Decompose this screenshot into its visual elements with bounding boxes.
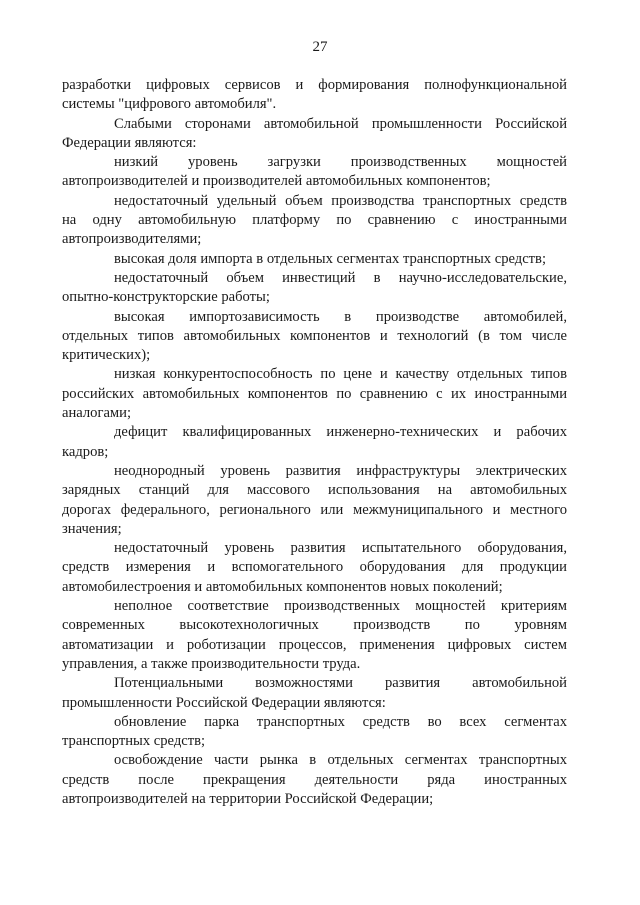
text-line: неполное соответствие производственных мощностей критериям — [114, 598, 567, 615]
text-line: высокая доля импорта в отдельных сегментах транспортных средств; — [114, 250, 546, 267]
page-number: 27 — [312, 39, 328, 55]
text-line: современных высокотехнологичных производств по уровням — [62, 617, 567, 634]
text-line: автопроизводителей на территории Российской Федерации; — [62, 790, 434, 807]
text-line: Слабыми сторонами автомобильной промышленности Российской — [114, 115, 567, 132]
text-line: низкая конкурентоспособность по цене и качеству отдельных типов — [114, 366, 567, 383]
text-line: управления, а также производительности труда. — [62, 655, 361, 672]
text-line: промышленности Российской Федерации являются: — [62, 694, 386, 711]
text-line: отдельных типов автомобильных компонентов и технологий (в том числе — [62, 327, 567, 344]
text-line: средств после прекращения деятельности ряда иностранных — [62, 771, 567, 788]
text-line: опытно-конструкторские работы; — [62, 289, 270, 306]
text-line: недостаточный уровень развития испытательного оборудования, — [114, 540, 567, 557]
text-line: низкий уровень загрузки производственных мощностей — [114, 154, 567, 171]
text-line: высокая импортозависимость в производстве автомобилей, — [114, 308, 567, 325]
text-line: транспортных средств; — [62, 733, 206, 750]
text-line: освобождение части рынка в отдельных сегментах транспортных — [114, 752, 567, 769]
text-line: значения; — [62, 520, 122, 537]
text-line: недостаточный удельный объем производства транспортных средств — [114, 192, 567, 209]
text-line: неоднородный уровень развития инфраструктуры электрических — [114, 462, 567, 479]
text-line: автопроизводителей и производителей автомобильных компонентов; — [62, 173, 491, 190]
document-body — [62, 76, 567, 809]
text-line: автомобилестроения и автомобильных компонентов новых поколений; — [62, 578, 503, 595]
text-line: аналогами; — [62, 405, 132, 422]
text-line: кадров; — [62, 443, 109, 460]
text-line: автопроизводителями; — [62, 231, 202, 248]
text-line: дорогах федерального, регионального или межмуниципального и местного — [62, 501, 567, 518]
text-line: обновление парка транспортных средств во всех сегментах — [114, 713, 567, 730]
text-line: разработки цифровых сервисов и формирования полнофункциональной — [62, 77, 567, 93]
text-line: Федерации являются: — [62, 134, 197, 151]
text-line: Потенциальными возможностями развития автомобильной — [114, 675, 567, 692]
text-line: средств измерения и вспомогательного оборудования для продукции — [62, 559, 567, 576]
text-line: на одну автомобильную платформу по сравнению с иностранными — [62, 212, 567, 229]
text-line: зарядных станций для массового использования на автомобильных — [62, 482, 567, 499]
text-line: недостаточный объем инвестиций в научно-исследовательские, — [114, 269, 567, 286]
text-line: российских автомобильных компонентов по сравнению с их иностранными — [62, 385, 567, 402]
text-line: дефицит квалифицированных инженерно-технических и рабочих — [114, 424, 567, 441]
text-line: автоматизации и роботизации процессов, применения цифровых систем — [62, 636, 567, 653]
text-line: системы "цифрового автомобиля". — [62, 96, 277, 113]
text-line: критических); — [62, 347, 151, 364]
